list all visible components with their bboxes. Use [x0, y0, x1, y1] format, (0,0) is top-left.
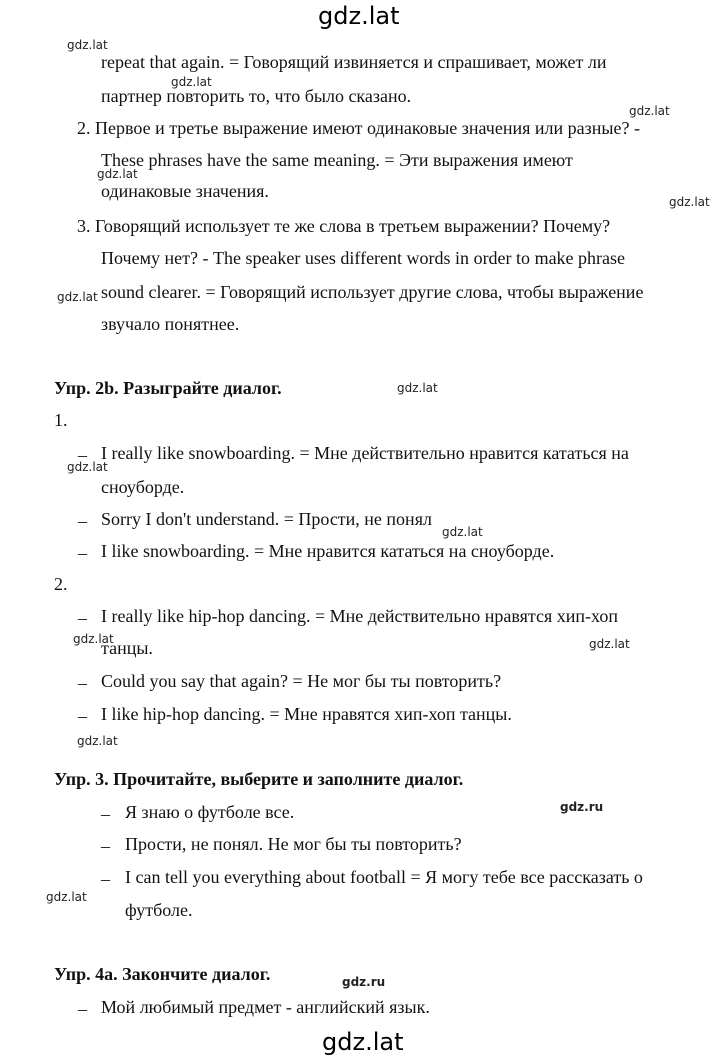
exercise-3-heading: Упр. 3. Прочитайте, выберите и заполните диалог.	[54, 769, 464, 789]
dialog-dash: –	[78, 511, 87, 531]
watermark: gdz.lat	[629, 104, 670, 118]
watermark: gdz.lat	[442, 525, 483, 539]
watermark: gdz.lat	[73, 632, 114, 646]
dialog-dash: –	[101, 869, 110, 889]
dialog-dash: –	[78, 608, 87, 628]
dialog-2-number: 2.	[54, 574, 68, 594]
question-3-line-2: Почему нет? - The speaker uses different words in order to make phrase	[101, 248, 626, 268]
exercise-3-line-c2: футболе.	[125, 900, 193, 920]
watermark: gdz.ru	[560, 800, 604, 814]
watermark: gdz.ru	[342, 975, 386, 989]
watermark: gdz.lat	[67, 460, 108, 474]
dialog-2-line-c: I like hip-hop dancing. = Мне нравятся хип-хоп танцы.	[101, 704, 512, 724]
dialog-1-line-a1: I really like snowboarding. = Мне действительно нравится кататься на	[101, 443, 629, 463]
dialog-2-line-b: Could you say that again? = Не мог бы ты повторить?	[101, 671, 502, 691]
dialog-dash: –	[78, 673, 87, 693]
dialog-dash: –	[101, 804, 110, 824]
header-site-name: gdz.lat	[318, 2, 400, 30]
question-3-line-1: 3. Говорящий использует те же слова в третьем выражении? Почему?	[77, 216, 611, 236]
dialog-dash: –	[101, 836, 110, 856]
watermark: gdz.lat	[97, 167, 138, 181]
exercise-3-line-b: Прости, не понял. Не мог бы ты повторить?	[125, 834, 462, 854]
watermark: gdz.lat	[171, 75, 212, 89]
dialog-2-line-a2: танцы.	[101, 638, 153, 658]
watermark: gdz.lat	[77, 734, 118, 748]
watermark: gdz.lat	[669, 195, 710, 209]
dialog-2-line-a1: I really like hip-hop dancing. = Мне действительно нравятся хип-хоп	[101, 606, 618, 626]
dialog-1-line-c: I like snowboarding. = Мне нравится кататься на сноуборде.	[101, 541, 555, 561]
exercise-2b-heading: Упр. 2b. Разыграйте диалог.	[54, 378, 282, 398]
watermark: gdz.lat	[67, 38, 108, 52]
question-2-line-1: 2. Первое и третье выражение имеют одинаковые значения или разные? -	[77, 118, 640, 138]
intro-line-1: repeat that again. = Говорящий извиняется и спрашивает, может ли	[101, 52, 607, 72]
dialog-dash: –	[78, 445, 87, 465]
question-3-line-4: звучало понятнее.	[101, 314, 240, 334]
exercise-4a-line-a: Мой любимый предмет - английский язык.	[101, 997, 430, 1017]
dialog-1-line-b: Sorry I don't understand. = Прости, не понял	[101, 509, 432, 529]
exercise-3-line-a: Я знаю о футболе все.	[125, 802, 295, 822]
exercise-4a-heading: Упр. 4a. Закончите диалог.	[54, 964, 271, 984]
dialog-dash: –	[78, 706, 87, 726]
dialog-dash: –	[78, 543, 87, 563]
dialog-1-number: 1.	[54, 410, 68, 430]
exercise-3-line-c1: I can tell you everything about football = Я могу тебе все рассказать о	[125, 867, 643, 887]
intro-line-2: партнер повторить то, что было сказано.	[101, 86, 412, 106]
watermark: gdz.lat	[57, 290, 98, 304]
dialog-1-line-a2: сноуборде.	[101, 477, 185, 497]
watermark: gdz.lat	[397, 381, 438, 395]
question-3-line-3: sound clearer. = Говорящий использует другие слова, чтобы выражение	[101, 282, 644, 302]
watermark: gdz.lat	[46, 890, 87, 904]
question-2-line-3: одинаковые значения.	[101, 181, 269, 201]
watermark: gdz.lat	[589, 637, 630, 651]
question-2-line-2: These phrases have the same meaning. = Эти выражения имеют	[101, 150, 573, 170]
dialog-dash: –	[78, 999, 87, 1019]
footer-site-name: gdz.lat	[322, 1028, 404, 1056]
